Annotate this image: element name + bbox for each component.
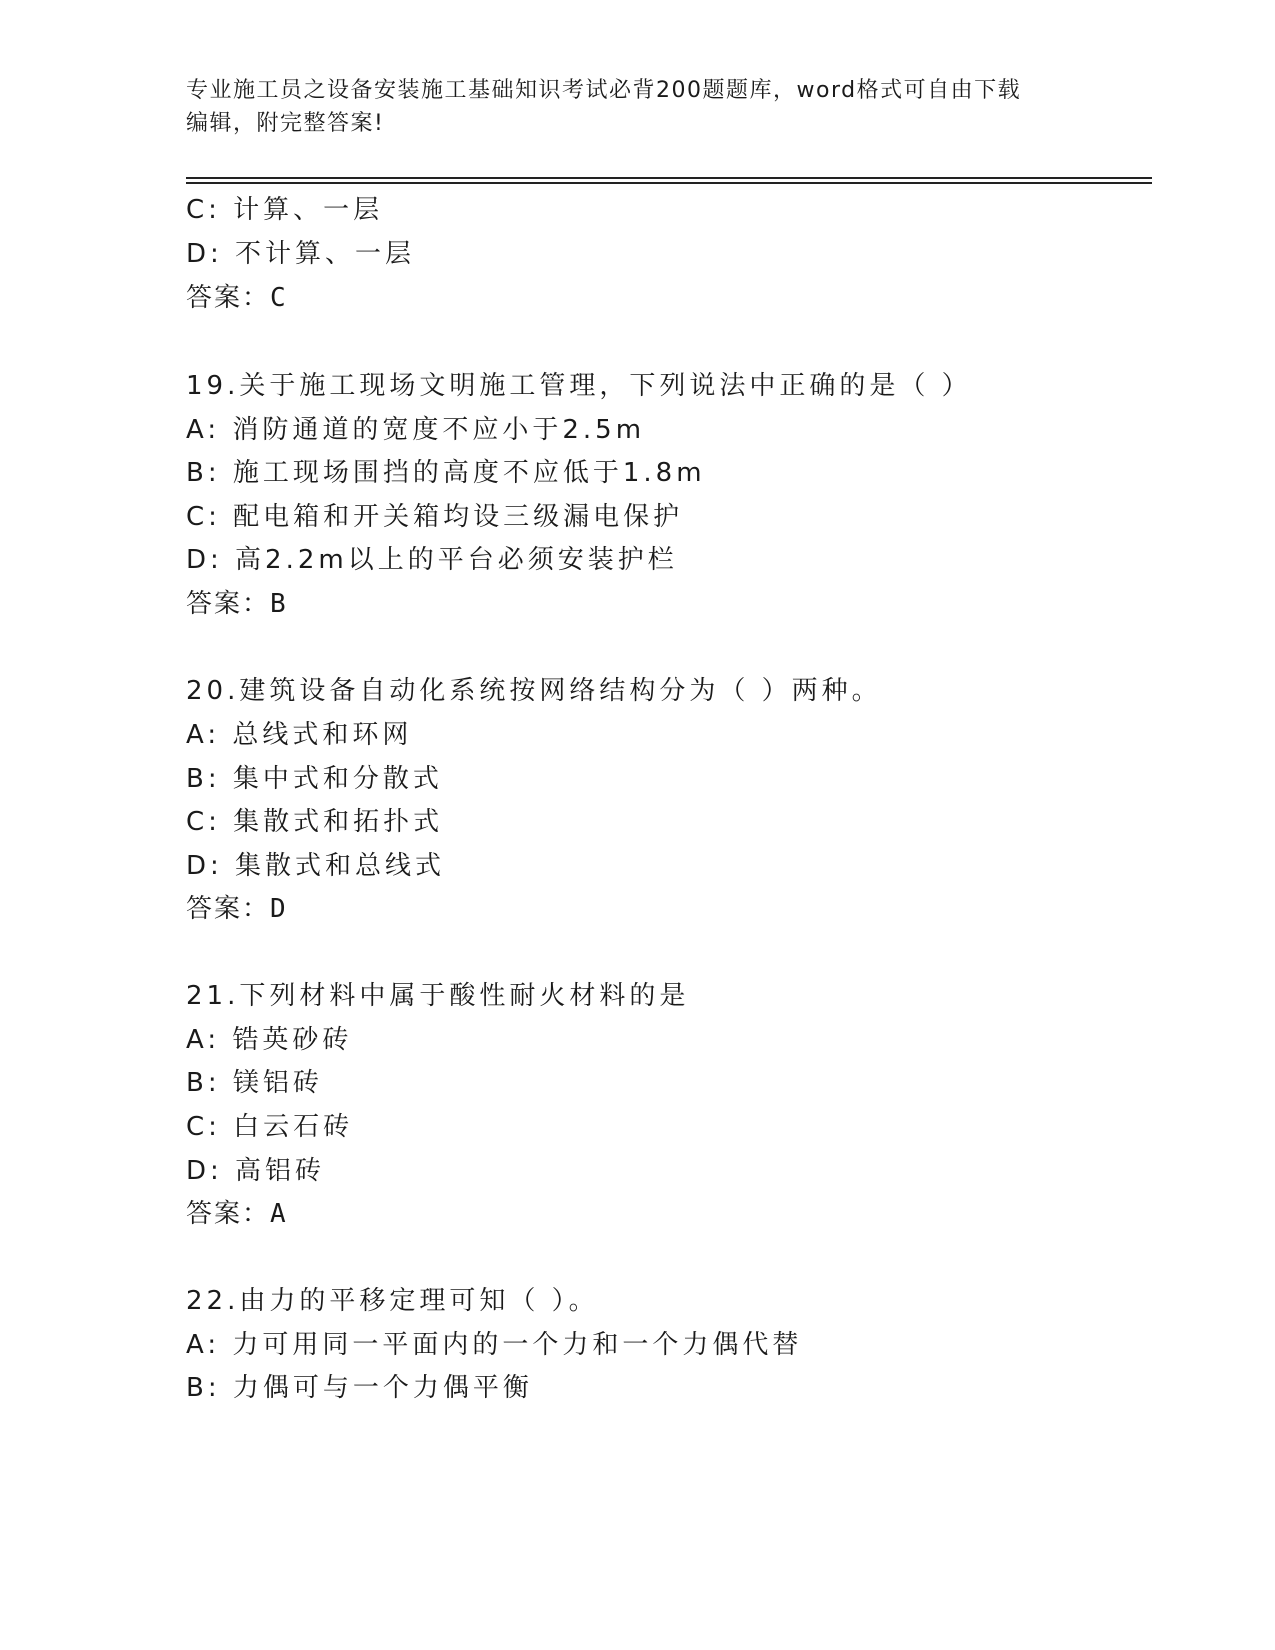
q18-option-c: C: 计算、一层	[186, 195, 384, 225]
q20-option-b: B: 集中式和分散式	[186, 764, 443, 794]
q18-answer-label: 答案：	[186, 283, 271, 313]
q21-option-c: C: 白云石砖	[186, 1112, 354, 1142]
q18-answer-value: C	[270, 283, 288, 313]
q19-option-b: B: 施工现场围挡的高度不应低于1.8m	[186, 458, 706, 488]
q20-answer-value: D	[270, 894, 288, 924]
q19-option-c: C: 配电箱和开关箱均设三级漏电保护	[186, 502, 684, 532]
q19-answer-label: 答案：	[186, 589, 271, 619]
q20-answer-label: 答案：	[186, 894, 271, 924]
header-divider-top	[186, 177, 1152, 179]
q22-stem: 22.由力的平移定理可知（ ）。	[186, 1286, 599, 1316]
q18-option-d: D: 不计算、一层	[186, 239, 416, 269]
q21-option-d: D: 高铝砖	[186, 1156, 326, 1186]
q21-answer-label: 答案：	[186, 1199, 271, 1229]
q20-answer	[186, 893, 288, 925]
q19-answer	[186, 588, 288, 620]
q20-option-d: D: 集散式和总线式	[186, 851, 446, 881]
q20-option-c: C: 集散式和拓扑式	[186, 807, 444, 837]
q20-stem: 20.建筑设备自动化系统按网络结构分为（ ）两种。	[186, 676, 882, 706]
q21-stem: 21.下列材料中属于酸性耐火材料的是	[186, 981, 690, 1011]
header-divider-bottom	[186, 182, 1152, 184]
q19-stem: 19.关于施工现场文明施工管理，下列说法中正确的是（ ）	[186, 371, 972, 401]
q22-option-b: B: 力偶可与一个力偶平衡	[186, 1373, 533, 1403]
q18-answer	[186, 282, 288, 314]
q21-option-a: A: 锆英砂砖	[186, 1025, 353, 1055]
q21-option-b: B: 镁铝砖	[186, 1068, 323, 1098]
q21-answer	[186, 1198, 288, 1230]
q19-option-d: D: 高2.2m以上的平台必须安装护栏	[186, 545, 678, 575]
header-title-line-1: 专业施工员之设备安装施工基础知识考试必背200题题库，word格式可自由下载	[186, 78, 1022, 103]
q19-answer-value: B	[270, 589, 288, 619]
document-header	[186, 74, 1086, 140]
header-title-line-2: 编辑，附完整答案!	[186, 111, 385, 136]
q19-option-a: A: 消防通道的宽度不应小于2.5m	[186, 415, 646, 445]
q21-answer-value: A	[270, 1199, 288, 1229]
q20-option-a: A: 总线式和环网	[186, 720, 413, 750]
q22-option-a: A: 力可用同一平面内的一个力和一个力偶代替	[186, 1330, 803, 1360]
